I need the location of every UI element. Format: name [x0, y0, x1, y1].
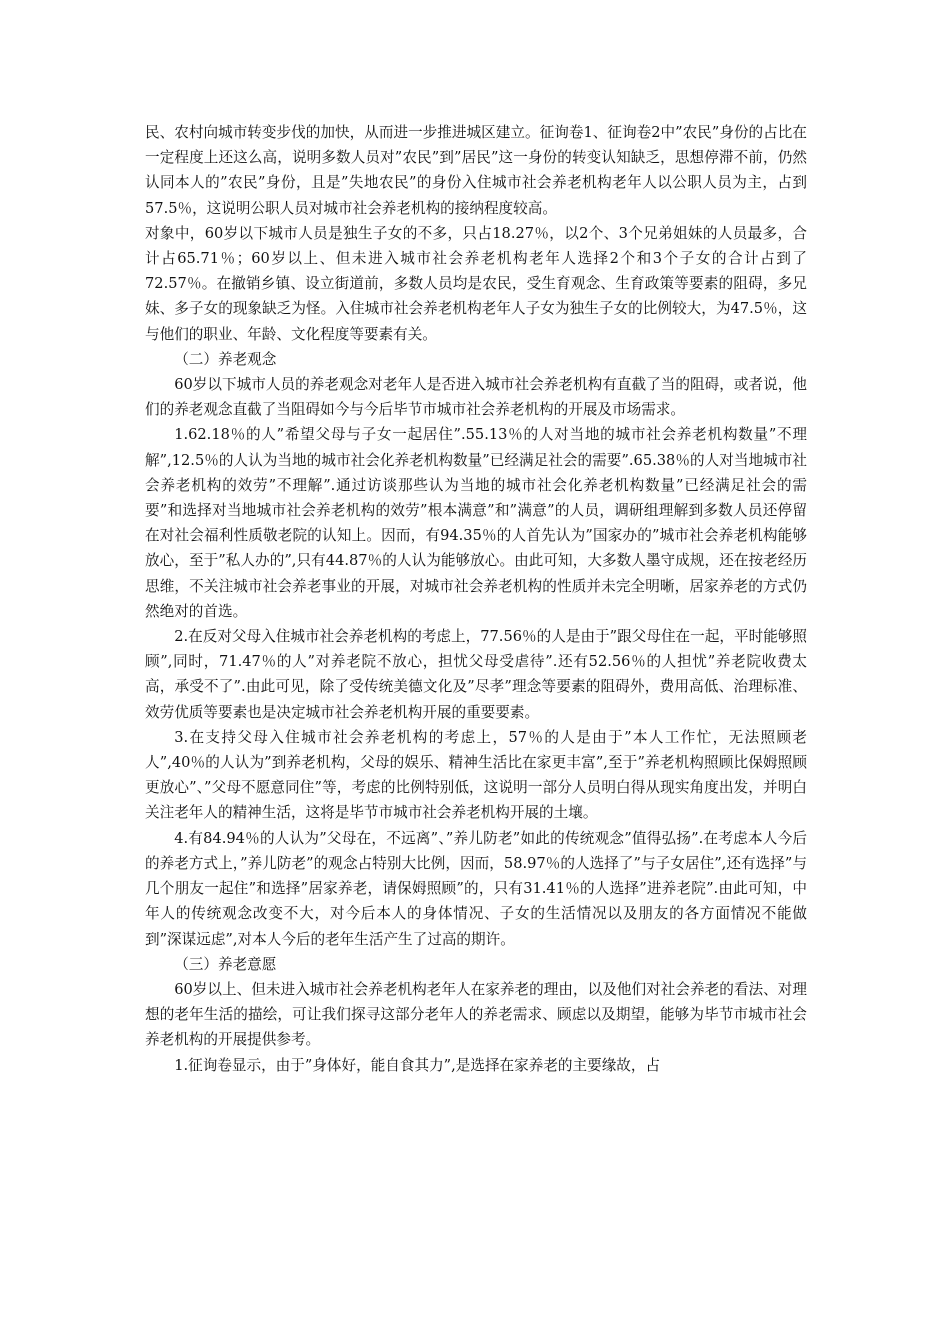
body-paragraph: 民、农村向城市转变步伐的加快，从而进一步推进城区建立。征询卷1、征询卷2中”农民”身份的占比在一定程度上还这么高，说明多数人员对”农民”到”居民”这一身份的转变认知缺乏，思想停滞不前，仍然认同本人的”农民”身份，且是”失地农民”的身份入住城市社会养老机构老年人以公职人员为主，占到57.5％，这说明公职人员对城市社会养老机构的接纳程度较高。 [145, 124, 807, 217]
list-item-paragraph: 1.62.18％的人”希望父母与子女一起居住”.55.13％的人对当地的城市社会养老机构数量”不理解”,12.5％的人认为当地的城市社会化养老机构数量”已经满足社会的需要”.65.38％的人对当地城市社会养老机构的效劳”不理解”.通过访谈那些认为当地的城市社会化养老机构数量”已经满足社会的需要”和选择对当地城市社会养老机构的效劳”根本满意”和”满意”的人员，调研组理解到多数人员还停留在对社会福利性质敬老院的认知上。因而，有94.35％的人首先认为”国家办的”城市社会养老机构能够放心，至于”私人办的”,只有44.87％的人认为能够放心。由此可知，大多数人墨守成规，还在按老经历思维，不关注城市社会养老事业的开展，对城市社会养老机构的性质并未完全明晰，居家养老的方式仍然绝对的首选。 [145, 426, 807, 620]
section-heading: （三）养老意愿 [174, 955, 277, 973]
body-paragraph: 60岁以下城市人员的养老观念对老年人是否进入城市社会养老机构有直截了当的阻碍，或者说，他们的养老观念直截了当阻碍如今与今后毕节市城市社会养老机构的开展及市场需求。 [145, 376, 807, 419]
body-paragraph: 60岁以上、但未进入城市社会养老机构老年人在家养老的理由，以及他们对社会养老的看法、对理想的老年生活的描绘，可让我们探寻这部分老年人的养老需求、顾虑以及期望，能够为毕节市城市社会养老机构的开展提供参考。 [145, 980, 807, 1049]
list-item-paragraph: 4.有84.94％的人认为”父母在，不远离”、”养儿防老”如此的传统观念”值得弘扬”.在考虑本人今后的养老方式上，”养儿防老”的观念占特别大比例，因而，58.97％的人选择了”与子女居住”,还有选择”与几个朋友一起住”和选择”居家养老，请保姆照顾”的，只有31.41％的人选择”进养老院”.由此可知，中年人的传统观念改变不大，对今后本人的身体情况、子女的生活情况以及朋友的各方面情况不能做到”深谋远虑”,对本人今后的老年生活产生了过高的期许。 [145, 829, 807, 948]
list-item-paragraph: 3.在支持父母入住城市社会养老机构的考虑上，57％的人是由于”本人工作忙，无法照顾老人”,40％的人认为”到养老机构，父母的娱乐、精神生活比在家更丰富”,至于”养老机构照顾比保姆照顾更放心”、”父母不愿意同住”等，考虑的比例特别低，这说明一部分人员明白得从现实角度出发，并明白关注老年人的精神生活，这将是毕节市城市社会养老机构开展的土壤。 [145, 728, 807, 822]
body-paragraph: 对象中，60岁以下城市人员是独生子女的不多，只占18.27％，以2个、3个兄弟姐妹的人员最多，合计占65.71％；60岁以上、但未进入城市社会养老机构老年人选择2个和3个子女的合计占到了72.57％。在撤销乡镇、设立街道前，多数人员均是农民，受生育观念、生育政策等要素的阻碍，多兄妹、多子女的现象缺乏为怪。入住城市社会养老机构老年人子女为独生子女的比例较大，为47.5％，这与他们的职业、年龄、文化程度等要素有关。 [145, 224, 807, 343]
document-page [145, 120, 807, 1078]
section-heading: （二）养老观念 [174, 350, 277, 368]
list-item-paragraph: 1.征询卷显示，由于”身体好，能自食其力”,是选择在家养老的主要缘故，占 [174, 1056, 661, 1074]
list-item-paragraph: 2.在反对父母入住城市社会养老机构的考虑上，77.56％的人是由于”跟父母住在一起，平时能够照顾”,同时，71.47％的人”对养老院不放心，担忧父母受虐待”.还有52.56％的人担忧”养老院收费太高，承受不了”.由此可见，除了受传统美德文化及”尽孝”理念等要素的阻碍外，费用高低、治理标准、效劳优质等要素也是决定城市社会养老机构开展的重要要素。 [145, 628, 807, 721]
